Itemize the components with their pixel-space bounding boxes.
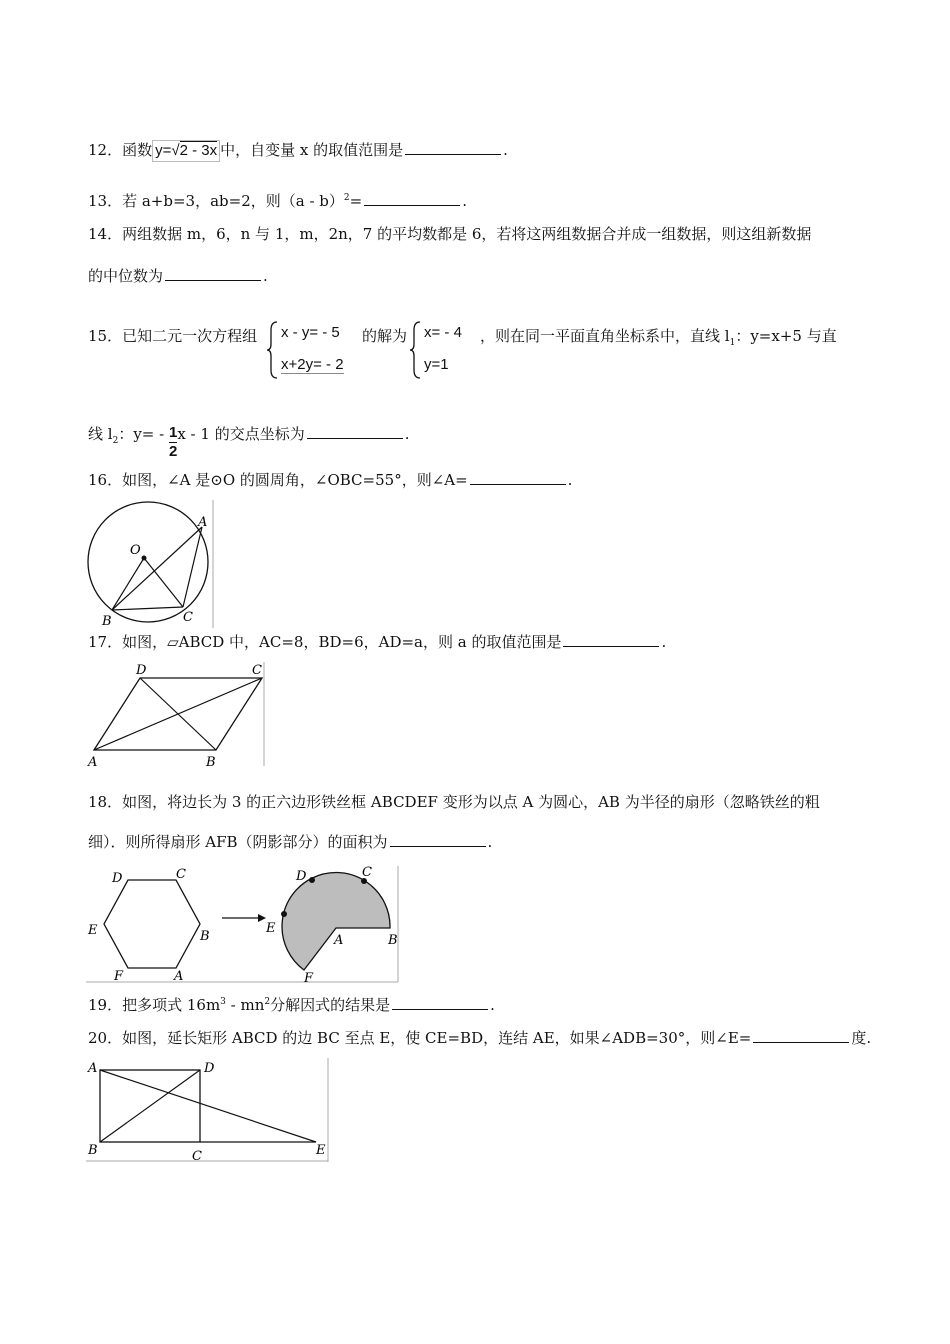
q20-figure-rectangle — [86, 1056, 330, 1168]
q20-rectangle-diagram — [86, 1056, 330, 1164]
q17-parallelogram-diagram — [86, 658, 266, 770]
q15-system-2: x= - 4 y=1 — [410, 320, 480, 382]
q14-answer-blank[interactable] — [165, 266, 261, 281]
q12-answer-blank[interactable] — [405, 140, 501, 155]
label-c: C — [183, 610, 193, 625]
question-17: 17．如图，▱ABCD 中，AC=8，BD=6，AD=a，则 a 的取值范围是 . — [88, 633, 667, 651]
hex-label-d: D — [112, 871, 123, 886]
sector-label-b: B — [388, 933, 398, 948]
hex-label-e: E — [88, 923, 98, 938]
sector-label-f: F — [304, 971, 314, 984]
label-b: B — [206, 755, 216, 770]
question-15-line1: 15．已知二元一次方程组 — [88, 327, 258, 345]
label-e: E — [316, 1143, 326, 1158]
hex-label-c: C — [176, 867, 186, 882]
q18-figure — [86, 862, 400, 988]
q12-formula: y=√2 - 3x — [152, 140, 220, 162]
question-18-line2: 细）．则所得扇形 AFB（阴影部分）的面积为 . — [88, 833, 493, 851]
q16-circle-diagram — [86, 500, 214, 630]
q18-hexagon-to-sector-diagram — [86, 862, 400, 984]
q12-prefix: 函数 — [122, 141, 153, 159]
label-a: A — [198, 515, 208, 530]
label-c: C — [192, 1149, 202, 1164]
question-20: 20．如图，延长矩形 ABCD 的边 BC 至点 E，使 CE=BD，连结 AE，如果∠ADB=30°，则∠E= 度. — [88, 1029, 872, 1047]
q16-answer-blank[interactable] — [470, 470, 566, 485]
label-b: B — [88, 1143, 98, 1158]
q17-answer-blank[interactable] — [563, 632, 659, 647]
q19-answer-blank[interactable] — [392, 995, 488, 1010]
q15-fraction: $\frac{1}{2}$ — [168, 424, 178, 460]
label-b: B — [102, 614, 112, 629]
question-18-line1: 18．如图，将边长为 3 的正六边形铁丝框 ABCDEF 变形为以点 A 为圆心，AB 为半径的扇形（忽略铁丝的粗 — [88, 793, 820, 811]
q20-answer-blank[interactable] — [753, 1028, 849, 1043]
question-15-line2: 线 $l_2$：y= - $\frac{1}{2}$ x - 1 的交点坐标为 . — [88, 424, 410, 460]
sector-label-d: D — [296, 869, 307, 884]
q15-system-1: x - y= - 5 x+2y= - 2 — [267, 320, 367, 382]
q13-text: 13．若 a+b=3，ab=2，则（a - b） — [88, 192, 344, 210]
left-brace-icon — [410, 320, 422, 380]
question-13: 13．若 a+b=3，ab=2，则（a - b）$^2$= . — [88, 192, 467, 210]
question-15-post: ，则在同一平面直角坐标系中，直线 $l_1$：y=x+5 与直 — [480, 327, 837, 348]
question-14-line1: 14．两组数据 m，6，n 与 1，m，2n，7 的平均数都是 6，若将这两组数据合并成一组数据，则这组新数据 — [88, 225, 812, 243]
q17-figure-parallelogram — [86, 658, 266, 774]
left-brace-icon — [267, 320, 279, 380]
label-d: D — [136, 663, 147, 678]
sector-label-a: A — [334, 933, 344, 948]
question-15-mid: 的解为 — [362, 327, 408, 345]
radical-sign: √ — [171, 142, 180, 159]
hex-label-f: F — [114, 969, 124, 984]
label-a: A — [88, 1061, 98, 1076]
hex-label-a: A — [174, 969, 184, 984]
q15-answer-blank[interactable] — [307, 424, 403, 439]
label-a: A — [88, 755, 98, 770]
q16-figure-circle — [86, 500, 214, 634]
label-o: O — [130, 543, 141, 558]
question-12: 12．函数 y=√2 - 3x 中，自变量 x 的取值范围是 . — [88, 140, 508, 162]
sector-label-c: C — [362, 865, 372, 880]
q13-answer-blank[interactable] — [364, 191, 460, 206]
label-c: C — [252, 663, 262, 678]
label-d: D — [204, 1061, 215, 1076]
hex-label-b: B — [200, 929, 210, 944]
question-16: 16．如图，∠A 是⊙O 的圆周角，∠OBC=55°，则∠A= . — [88, 471, 573, 489]
q12-text: 中，自变量 x 的取值范围是 — [220, 141, 404, 159]
question-14-line2: 的中位数为 . — [88, 267, 268, 285]
q18-answer-blank[interactable] — [390, 832, 486, 847]
arrow-right-icon — [258, 914, 266, 922]
q12-number: 12． — [88, 141, 123, 159]
sector-label-e: E — [266, 921, 276, 936]
question-19: 19．把多项式 $16m^3 - mn^2$分解因式的结果是 . — [88, 996, 495, 1014]
